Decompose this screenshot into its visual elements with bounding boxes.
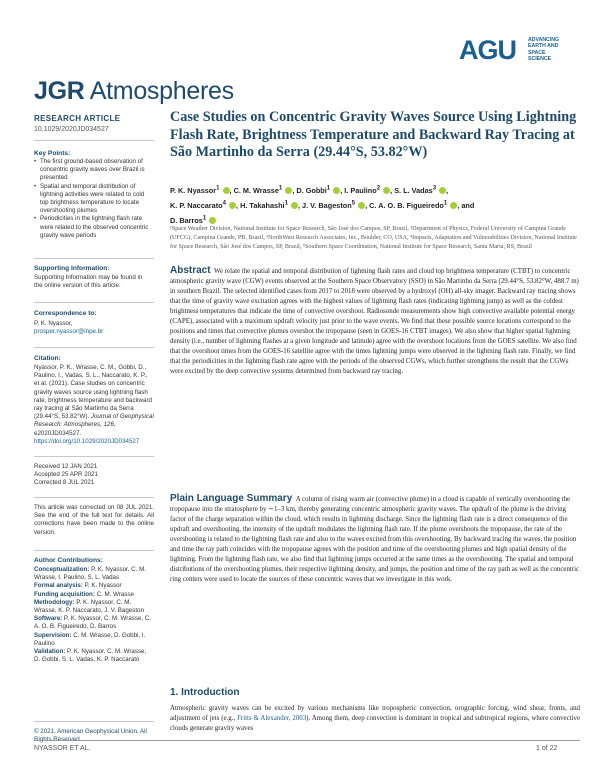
- author: D. Barros$^1$: [170, 216, 216, 225]
- orcid-icon[interactable]: [285, 187, 292, 194]
- sidebar-divider: [34, 497, 154, 498]
- orcid-icon[interactable]: [333, 187, 340, 194]
- citation-label: Citation:: [34, 355, 61, 362]
- supporting-info-label: Supporting Information:: [34, 265, 110, 272]
- correction-note: This article was corrected on 08 JUL 2021. See the end of the full text for details. All corrections have been made to the online version.: [34, 504, 154, 536]
- journal-name: JGR Atmospheres: [34, 77, 234, 105]
- reference-link[interactable]: Fritts & Alexander, 2003: [237, 715, 307, 722]
- sidebar-divider: [34, 347, 154, 348]
- affiliations: ¹Space Weather Division, National Institute for Space Research, São José dos Campos, SP, Brazil, ²Department of Physics, Federal University of Campina Grande (UFCG), Campina Grande, PB, Brazil, ³NorthWest Research Associates, Inc., Boulder, CO, USA, ⁴Impacts, Adaptation and Vulnerabilities Division, National Institute for Space Research, São José dos Campos, SP, Brazil, ⁵Southern Space Coordination, National Institute for Space Research, Santa Maria, RS, Brazil: [170, 226, 577, 251]
- agu-logo-mark: AGU: [459, 35, 516, 65]
- author: C. M. Wrasse$^1$ ,: [233, 185, 297, 196]
- copyright: © 2021. American Geophysical Union. All: [34, 728, 147, 735]
- correspondence-email-link[interactable]: prosper.nyassor@inpe.br: [34, 328, 104, 336]
- contribution-item: Conceptualization: P. K. Nyassor, C. M. Wrasse, I. Paulino, S. L. Vadas: [34, 566, 146, 582]
- contribution-item: Formal analysis: P. K. Nyassor: [34, 582, 122, 590]
- correspondence-block: [34, 320, 152, 336]
- orcid-icon[interactable]: [291, 202, 298, 209]
- orcid-icon[interactable]: [450, 202, 457, 209]
- citation-text: Nyassor, P. K., Wrasse, C. M., Gobbi, D., Paulino, I., Vadas, S. L., Naccarato, K. P., et al. (2021). Case studies on concentric gravity waves source using lightning flash rate, brightness temperature and backward ray tracing at São Martinho da Serra (29.44°S, 53.82°W). Journal of Geophysical Research: Atmospheres, 126, e2020JD034527. https://doi.org/10.1029/2020JD034527: [34, 364, 154, 445]
- contribution-item: Supervision: C. M. Wrasse, D. Gobbi, I. Paulino: [34, 631, 146, 647]
- key-points-list: [34, 158, 152, 240]
- key-points-label: Key Points:: [34, 150, 71, 157]
- footer-authors: NYASSOR ET AL.: [34, 745, 91, 752]
- citation-doi-link[interactable]: https://doi.org/10.1029/2020JD034527: [34, 437, 140, 445]
- sidebar-divider: [34, 550, 154, 551]
- author: K. P. Naccarato$^4$ ,: [170, 199, 241, 211]
- contribution-item: Methodology: P. K. Nyassor, C. M. Wrasse, K. P. Naccarato, J. V. Bageston: [34, 598, 144, 615]
- author: I. Paulino$^2$ ,: [344, 185, 395, 196]
- received-date: Received 12 JAN 2021: [34, 463, 98, 470]
- orcid-icon[interactable]: [358, 202, 365, 209]
- orcid-icon[interactable]: [209, 217, 216, 224]
- author: H. Takahashi$^1$ ,: [240, 199, 303, 211]
- page-number: 1 of 22: [536, 745, 558, 752]
- key-point: • The first ground-based observation of concentric gravity waves over Brazil is presented: [34, 158, 152, 183]
- pls-heading: Plain Language Summary: [170, 493, 293, 504]
- key-point: • Spatial and temporal distribution of lightning activities were related to cold top brightness temperature to locate overshooting plumes: [34, 183, 152, 216]
- abstract-text: We relate the spatial and temporal distribution of lightning flash rates and cloud top brightness temperature (CTBT) to concentric atmospheric gravity wave (CGW) events observed at the Southern Space Observatory (SSO) in São Martinho da Serra (29.44°S, 53.82°W, 488.7 m) in southern Brazil. The selected identified cases from 2017 to 2018 were observed by a hydroxyl (OH) all-sky imager. Backward ray tracing shows that the time of gravity wave excitation agrees with the highest values of lightning flash rates (indicating lightning jump) as well as the coldest brightness temperatures that indicate the time of convective overshoot. Radiosonde measurements show high convective available potential energy (CAPE), associated with a maximum updraft velocity just prior to the wave events. We find that these possible source locations correspond to the positions and times that convective plumes overshot the tropopause (seen in GOES-16 CTBT images). We also show that higher spatial lightning density (i.e., number of lightning flashes at a given longitude and latitude) agree with the overshoot locations from the GOES satellite. We also find that the overshoot times from the GOES-16 satellite agree with the times lightning jumps were observed in the lightning flash rate. Finally, we find that the periodicities in the lightning flash rate agree with the periods of the observed CGWs, which further strengthens the result that the CGWs were excited by the deep convective systems determined from backward ray tracing.: [170, 268, 579, 375]
- sidebar-divider: [34, 140, 154, 141]
- sidebar-divider: [34, 456, 154, 457]
- author: P. K. Nyassor$^1$ ,: [170, 185, 234, 196]
- sidebar-divider: [34, 258, 154, 259]
- key-point: • Periodicities in the lightning flash rate were related to the observed concentric gravity wave periods: [34, 215, 152, 240]
- article-title: Case Studies on Concentric Gravity Waves Source Using Lightning Flash Rate, Brightness Temperature and Backward Ray Tracing at São Martinho da Serra (29.44°S, 53.82°W): [170, 109, 577, 161]
- contribution-item: Software: P. K. Nyassor, C. M. Wrasse, C. A. O. B. Figueiredo, D. Barros: [34, 615, 152, 631]
- footer-divider: [34, 740, 580, 741]
- introduction-heading: 1. Introduction: [170, 687, 240, 698]
- introduction-text: Atmospheric gravity waves can be excited by various mechanisms like tropospheric convection, orographic forcing, wind shear, fronts, and adjustment of jets (e.g., Fritts & Alexander, 2003). Among them, deep convection is dominant in tropical and subtropical regions, where convective clouds generate gravity waves: [170, 705, 580, 732]
- abstract-section: [170, 266, 580, 377]
- pls-text: A column of rising warm air (convective plume) in a cloud is capable of vertically overshooting the tropopause into the stratosphere by ∼1–3 km, thereby generating concentric atmospheric gravity waves. The updraft of the plume is the driving factor of the charge separation within the cloud, which results in lightning discharge. Since the lightning flash rate is a direct consequence of the updraft and overshooting, the intensity of the updraft modulates the lightning flash rate. If the plume overshoots the tropopause, the rate of the overshooting is related to the lightning flash rate and also to the waves excited from this overshooting. By backward tracing the waves, the position and time the ray path coincides with the tropopause agrees with the position and time of the overshooting plumes and high spatial density of the lightning. From the lightning flash rate, we also find that lightning jumps occurred at the same times as the overshooting. The spatial and temporal distributions of the overshooting plumes, their respective lightning density, and jumps, the position and time of the ray path as well as the concentric ring centers were used to locate the sources of these concentric waves that we investigate in this work.: [170, 496, 580, 583]
- agu-logo-tagline: ADVANCING EARTH AND SPACE SCIENCE: [528, 37, 560, 63]
- sidebar-divider: [34, 302, 154, 303]
- orcid-icon[interactable]: [229, 202, 236, 209]
- article-doi: 10.1029/2020JD034527: [34, 126, 109, 133]
- author: C. A. O. B. Figueiredo$^1$ , and: [369, 199, 475, 211]
- orcid-icon[interactable]: [439, 187, 446, 194]
- corrected-date: Corrected 8 JUL 2021: [34, 479, 95, 487]
- agu-logo: [459, 33, 569, 73]
- article-type: RESEARCH ARTICLE: [34, 114, 121, 123]
- abstract-heading: Abstract: [170, 265, 211, 276]
- author-list: [170, 183, 570, 227]
- correspondence-label: Correspondence to:: [34, 310, 97, 317]
- supporting-info-text: Supporting Information may be found in the online version of this article.: [34, 274, 143, 290]
- correspondence-name: P. K. Nyassor,: [34, 320, 73, 327]
- orcid-icon[interactable]: [383, 187, 390, 194]
- sidebar-divider: [34, 721, 154, 722]
- plain-language-summary: [170, 494, 580, 585]
- contribution-item: Funding acquisition: C. M. Wrasse: [34, 590, 134, 598]
- author: J. V. Bageston$^5$ ,: [302, 199, 370, 211]
- author: S. L. Vadas$^3$ ,: [394, 185, 449, 196]
- accepted-date: Accepted 25 APR 2021: [34, 471, 98, 479]
- article-dates: [34, 463, 152, 488]
- author-contributions-label: Author Contributions:: [34, 557, 103, 564]
- author-contributions: [34, 566, 154, 664]
- contribution-item: Validation: P. K. Nyassor, C. M. Wrasse, D. Gobbi, S. L. Vadas, K. P. Naccarato: [34, 648, 147, 664]
- orcid-icon[interactable]: [223, 187, 230, 194]
- author: D. Gobbi$^1$ ,: [296, 185, 345, 196]
